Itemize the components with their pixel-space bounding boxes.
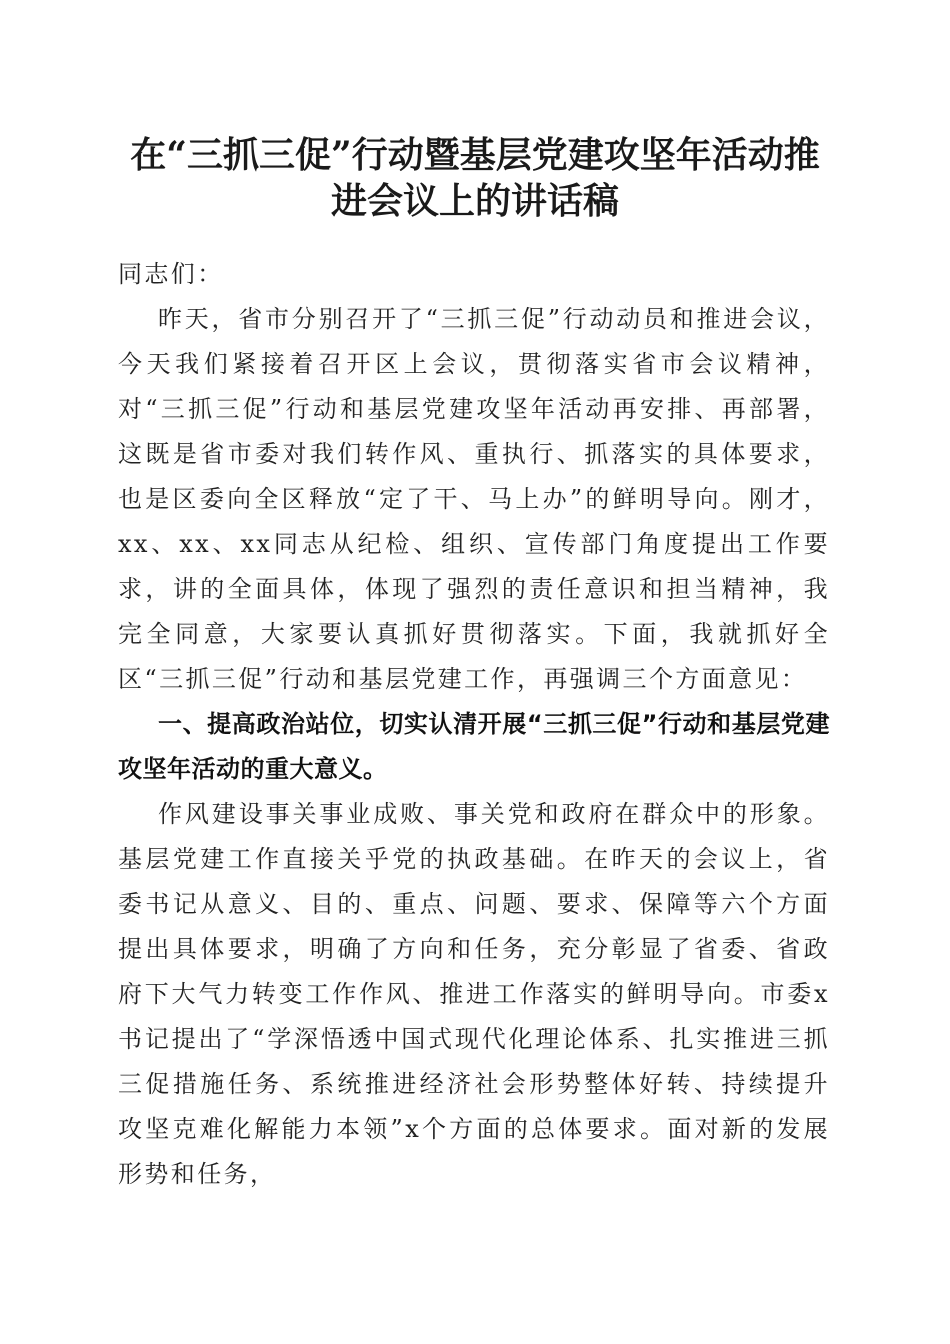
title-line-2: 进会议上的讲话稿: [330, 180, 619, 222]
document-title: [110, 132, 840, 224]
salutation: 同志们：: [118, 260, 224, 288]
document-body: [118, 252, 830, 1197]
section-heading-1: 一、提高政治站位，切实认清开展“三抓三促”行动和基层党建攻坚年活动的重大意义。: [118, 710, 830, 783]
title-line-1: 在“三抓三促”行动暨基层党建攻坚年活动推: [130, 134, 820, 176]
paragraph-2: 作风建设事关事业成败、事关党和政府在群众中的形象。基层党建工作直接关乎党的执政基础。在昨天的会议上，省委书记从意义、目的、重点、问题、要求、保障等六个方面提出具体要求，明确了方向和任务，充分彰显了省委、省政府下大气力转变工作作风、推进工作落实的鲜明导向。市委x书记提出了“学深悟透中国式现代化理论体系、扎实推进三抓三促措施任务、系统推进经济社会形势整体好转、持续提升攻坚克难化解能力本领”x个方面的总体要求。面对新的发展形势和任务，: [118, 800, 830, 1188]
paragraph-1: 昨天，省市分别召开了“三抓三促”行动动员和推进会议，今天我们紧接着召开区上会议，贯彻落实省市会议精神，对“三抓三促”行动和基层党建攻坚年活动再安排、再部署，这既是省市委对我们转作风、重执行、抓落实的具体要求，也是区委向全区释放“定了干、马上办”的鲜明导向。刚才，xx、xx、xx同志从纪检、组织、宣传部门角度提出工作要求，讲的全面具体，体现了强烈的责任意识和担当精神，我完全同意，大家要认真抓好贯彻落实。下面，我就抓好全区“三抓三促”行动和基层党建工作，再强调三个方面意见：: [118, 305, 830, 693]
